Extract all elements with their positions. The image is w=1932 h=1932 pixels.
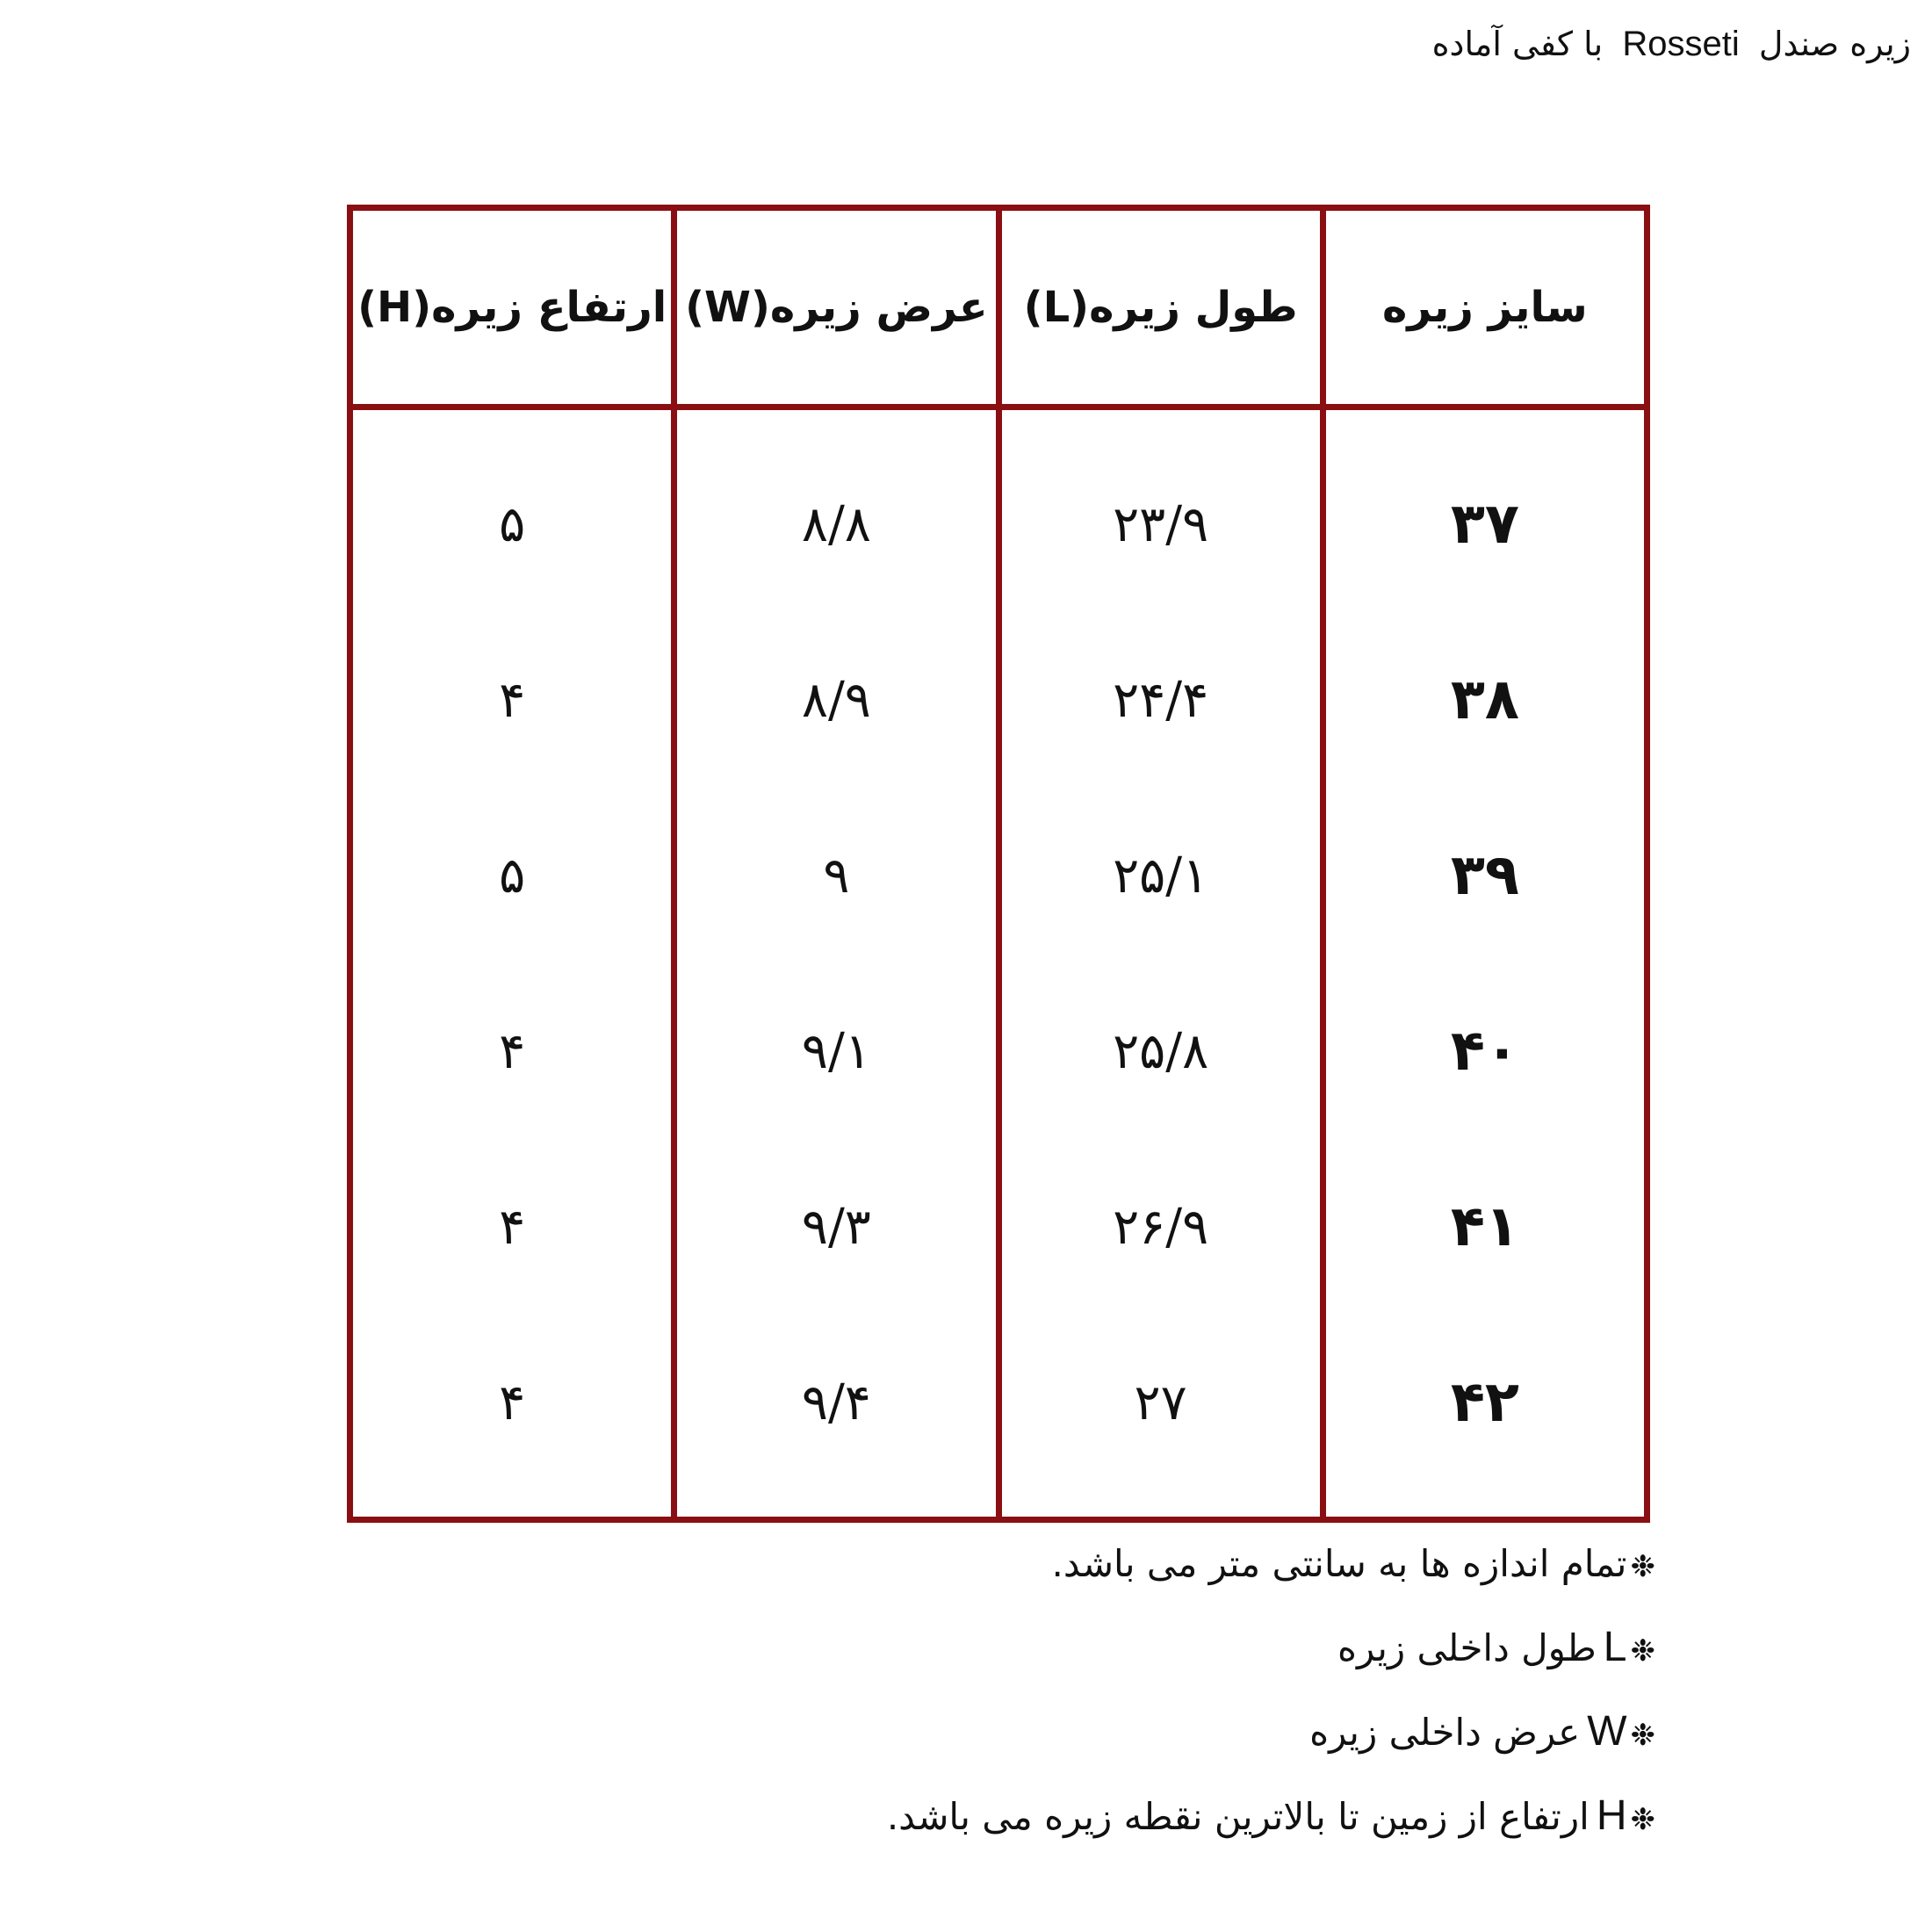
asterisk-icon: ❉ (1630, 1718, 1655, 1753)
table-row (350, 1139, 1647, 1315)
length-cell: ۲۶/۹ (998, 1139, 1323, 1315)
size-chart-table (347, 205, 1650, 1523)
size-cell: ۳۹ (1323, 788, 1647, 963)
height-cell: ۴ (350, 612, 674, 788)
note-code: W (1587, 1708, 1627, 1755)
width-cell: ۹/۱ (674, 963, 998, 1139)
length-cell: ۲۵/۸ (998, 963, 1323, 1139)
note-text: طول داخلی زیره (1337, 1626, 1597, 1669)
size-cell: ۳۷ (1323, 407, 1647, 613)
note-text: عرض داخلی زیره (1309, 1711, 1581, 1754)
length-cell: ۲۳/۹ (998, 407, 1323, 613)
note-code: L (1603, 1624, 1627, 1670)
table-row (350, 612, 1647, 788)
width-cell: ۸/۸ (674, 407, 998, 613)
note-code: H (1596, 1792, 1627, 1839)
table-row (350, 788, 1647, 963)
table-row (350, 1315, 1647, 1520)
size-cell: ۴۲ (1323, 1315, 1647, 1520)
width-cell: ۹ (674, 788, 998, 963)
note-height (887, 1776, 1655, 1860)
height-cell: ۵ (350, 788, 674, 963)
height-cell: ۴ (350, 1139, 674, 1315)
notes-section (887, 1524, 1655, 1860)
column-header-size: سایز زیره (1323, 208, 1647, 407)
note-text: ارتفاع از زمین تا بالاترین نقطه زیره می باشد. (886, 1795, 1590, 1838)
page-title (1432, 19, 1911, 68)
size-cell: ۴۱ (1323, 1139, 1647, 1315)
column-header-length: طول زیره(L) (998, 208, 1323, 407)
width-cell: ۹/۳ (674, 1139, 998, 1315)
note-units (887, 1524, 1655, 1607)
note-width (887, 1691, 1655, 1776)
length-cell: ۲۴/۴ (998, 612, 1323, 788)
table-row (350, 407, 1647, 613)
table-header-row (350, 208, 1647, 407)
title-suffix: با کفی آماده (1431, 25, 1604, 63)
note-text: تمام اندازه ها به سانتی متر می باشد. (1051, 1542, 1627, 1585)
asterisk-icon: ❉ (1630, 1802, 1655, 1837)
width-cell: ۹/۴ (674, 1315, 998, 1520)
height-cell: ۴ (350, 1315, 674, 1520)
size-cell: ۴۰ (1323, 963, 1647, 1139)
table-row (350, 963, 1647, 1139)
column-header-width: عرض زیره(W) (674, 208, 998, 407)
brand-name: Rosseti (1622, 25, 1740, 63)
height-cell: ۵ (350, 407, 674, 613)
title-prefix: زیره صندل (1758, 25, 1911, 63)
asterisk-icon: ❉ (1630, 1633, 1655, 1669)
length-cell: ۲۷ (998, 1315, 1323, 1520)
note-length (887, 1607, 1655, 1691)
width-cell: ۸/۹ (674, 612, 998, 788)
height-cell: ۴ (350, 963, 674, 1139)
asterisk-icon: ❉ (1630, 1549, 1655, 1584)
column-header-height: ارتفاع زیره(H) (350, 208, 674, 407)
size-cell: ۳۸ (1323, 612, 1647, 788)
length-cell: ۲۵/۱ (998, 788, 1323, 963)
